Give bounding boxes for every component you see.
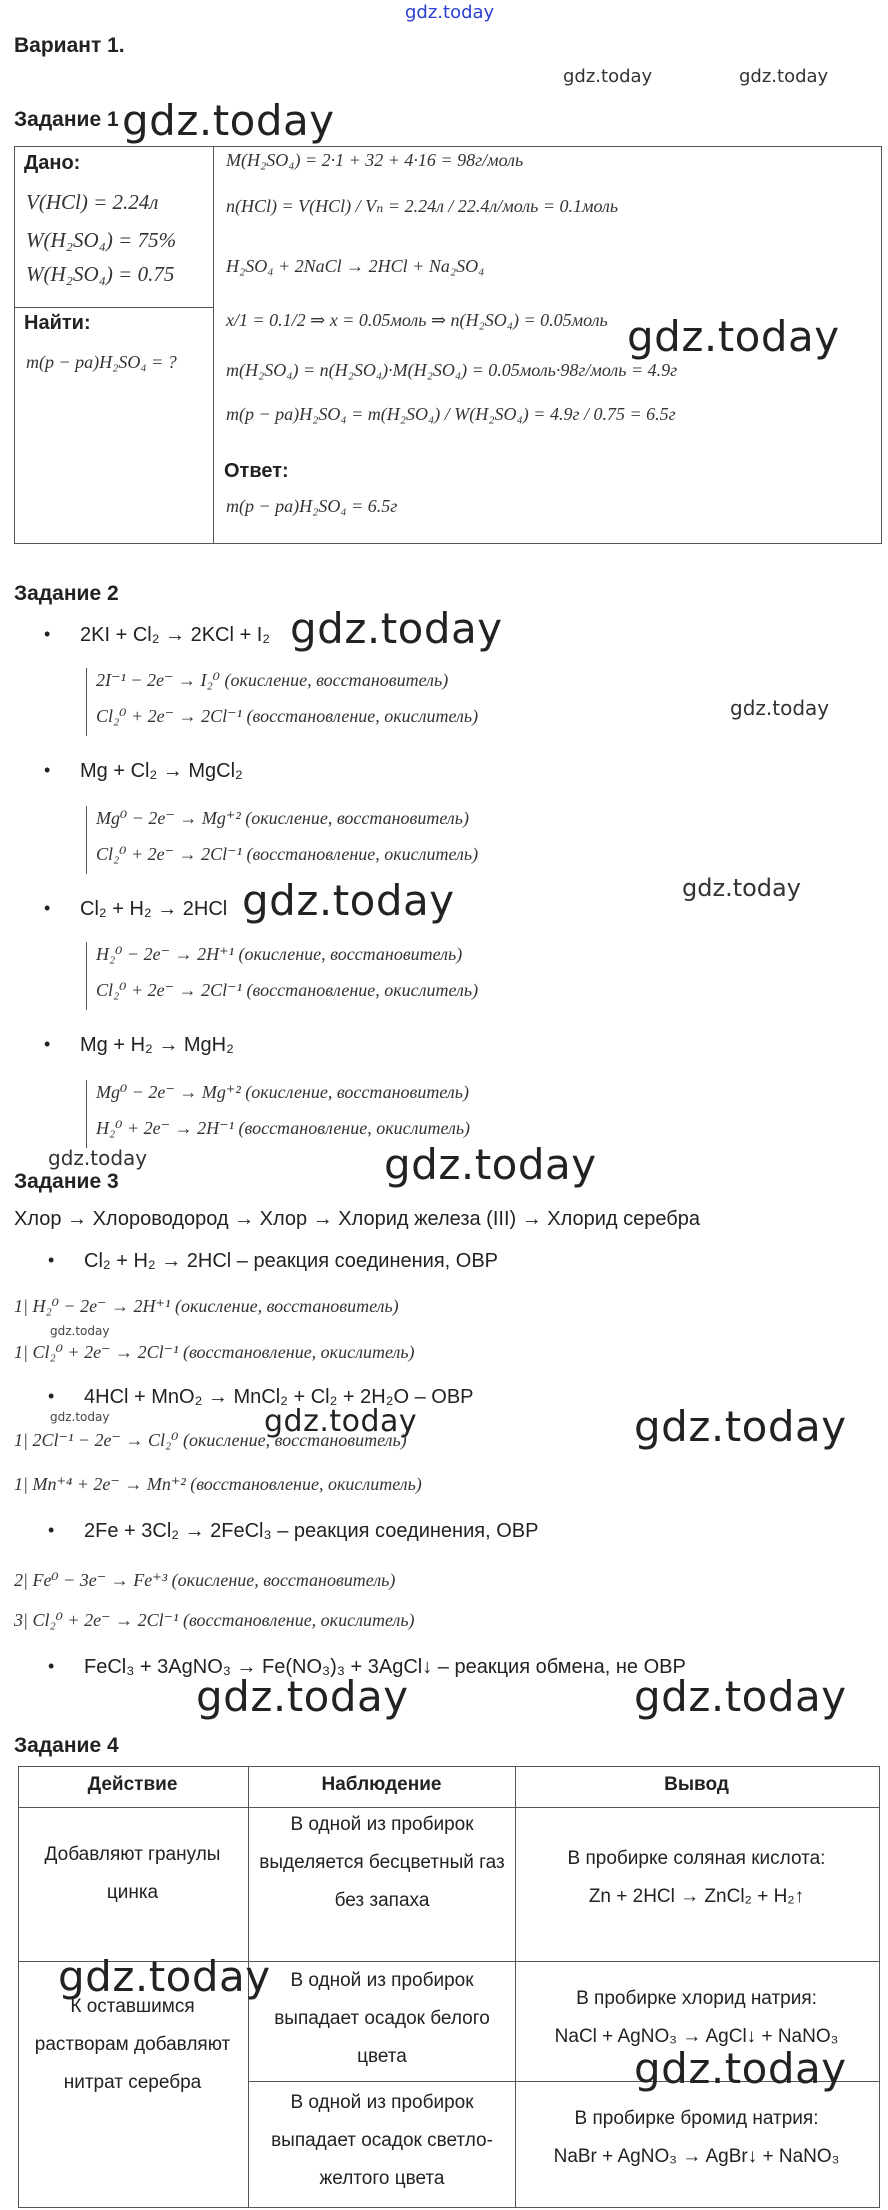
table-cell-observation: В одной из пробирок выпадает осадок белого цвета [274,1970,490,2067]
solution-line: x/1 = 0.1/2 ⇒ x = 0.05моль ⇒ n(H₂SO₄) = 0.05моль [226,310,608,330]
transformation-chain: Хлор → Хлороводород → Хлор → Хлорид железа (III) → Хлорид серебра [14,1208,701,1230]
watermark: gdz.today [290,604,503,653]
table-cell-observation: В одной из пробирок выделяется бесцветный газ без запаха [259,1814,505,1911]
watermark-top-link[interactable]: gdz.today [405,2,495,23]
task1-heading: Задание 1 [14,108,119,131]
reaction-equation: • Mg + H₂ → MgH₂ [80,1034,234,1057]
half-reaction: Mg⁰ − 2e⁻ → Mg⁺² (окисление, восстановитель) [96,808,469,828]
table-cell-observation: В одной из пробирок выпадает осадок светло-желтого цвета [271,2092,493,2189]
table-cell-conclusion: В пробирке соляная кислота: [567,1848,826,1869]
watermark: gdz.today [634,2044,847,2093]
column-header: Действие [87,1774,178,1795]
variant-title: Вариант 1. [14,34,125,57]
watermark: gdz.today [634,1402,847,1451]
reaction-equation: • Cl₂ + H₂ → 2HCl [80,898,227,921]
table-cell-action: К оставшимся растворам добавляют нитрат серебра [34,1996,231,2093]
column-header: Вывод [664,1774,729,1795]
given-item: W(H₂SO₄) = 0.75 [26,262,175,286]
task3-heading: Задание 3 [14,1170,119,1193]
half-reaction: Cl₂⁰ + 2e⁻ → 2Cl⁻¹ (восстановление, окислитель) [96,706,479,726]
task2-heading: Задание 2 [14,582,119,605]
watermark: gdz.today [563,66,653,87]
reaction-equation: • 4HCl + MnO₂ → MnCl₂ + Cl₂ + 2H₂O – ОВР [84,1386,474,1409]
watermark: gdz.today [384,1140,597,1189]
half-reaction: 1| Cl₂⁰ + 2e⁻ → 2Cl⁻¹ (восстановление, окислитель) [14,1342,415,1362]
half-reaction: 1| 2Cl⁻¹ − 2e⁻ → Cl₂⁰ (окисление, восстановитель) [14,1430,407,1450]
find-item: m(p − pa)H₂SO₄ = ? [26,352,177,372]
solution-line: n(HCl) = V(HCl) / Vₙ = 2.24л / 22.4л/моль = 0.1моль [226,196,619,216]
watermark: gdz.today [634,1672,847,1721]
half-reaction: Cl₂⁰ + 2e⁻ → 2Cl⁻¹ (восстановление, окислитель) [96,844,479,864]
solution-line: M(H₂SO₄) = 2·1 + 32 + 4·16 = 98г/моль [226,150,524,170]
watermark: gdz.today [242,876,455,925]
watermark: gdz.today [739,66,829,87]
watermark: gdz.today [50,1324,110,1338]
half-reaction: Mg⁰ − 2e⁻ → Mg⁺² (окисление, восстановитель) [96,1082,469,1102]
table-cell-conclusion: В пробирке хлорид натрия: [576,1988,817,2009]
table-cell-conclusion: Zn + 2HCl → ZnCl₂ + H₂↑ [588,1886,805,1907]
reaction-equation: • 2Fe + 3Cl₂ → 2FeCl₃ – реакция соединения, ОВР [84,1520,538,1543]
solution-line: m(H₂SO₄) = n(H₂SO₄)·M(H₂SO₄) = 0.05моль·98г/моль = 4.9г [226,360,678,380]
watermark: gdz.today [264,1404,418,1439]
table-cell-conclusion: NaBr + AgNO₃ → AgBr↓ + NaNO₃ [553,2146,840,2167]
table-cell-action: Добавляют гранулы цинка [44,1844,221,1903]
half-reaction: H₂⁰ + 2e⁻ → 2H⁻¹ (восстановление, окислитель) [96,1118,471,1138]
task4-heading: Задание 4 [14,1734,119,1757]
watermark: gdz.today [730,696,830,720]
reaction-equation: • 2KI + Cl₂ → 2KCl + I₂ [80,624,270,647]
half-reaction: 1| H₂⁰ − 2e⁻ → 2H⁺¹ (окисление, восстановитель) [14,1296,399,1316]
watermark: gdz.today [58,1952,271,2001]
watermark: gdz.today [48,1146,148,1170]
find-label: Найти: [24,312,91,334]
given-item: V(HCl) = 2.24л [26,190,159,214]
reaction-equation: • FeCl₃ + 3AgNO₃ → Fe(NO₃)₃ + 3AgCl↓ – реакция обмена, не ОВР [84,1656,686,1679]
given-label: Дано: [24,152,81,174]
answer-value: m(p − pa)H₂SO₄ = 6.5г [226,496,398,516]
half-reaction: H₂⁰ − 2e⁻ → 2H⁺¹ (окисление, восстановитель) [96,944,463,964]
half-reaction: 1| Mn⁺⁴ + 2e⁻ → Mn⁺² (восстановление, окислитель) [14,1474,422,1494]
given-item: W(H₂SO₄) = 75% [26,228,177,252]
table-cell-conclusion: NaCl + AgNO₃ → AgCl↓ + NaNO₃ [554,2026,839,2047]
solution-line: H₂SO₄ + 2NaCl → 2HCl + Na₂SO₄ [226,256,485,276]
reaction-equation: • Mg + Cl₂ → MgCl₂ [80,760,243,783]
watermark: gdz.today [50,1410,110,1424]
table-cell-conclusion: В пробирке бромид натрия: [574,2108,819,2129]
solution-line: m(p − pa)H₂SO₄ = m(H₂SO₄) / W(H₂SO₄) = 4.9г / 0.75 = 6.5г [226,404,676,424]
column-header: Наблюдение [321,1774,442,1795]
watermark: gdz.today [627,312,840,361]
watermark: gdz.today [122,96,335,145]
half-reaction: Cl₂⁰ + 2e⁻ → 2Cl⁻¹ (восстановление, окислитель) [96,980,479,1000]
half-reaction: 2I⁻¹ − 2e⁻ → I₂⁰ (окисление, восстановитель) [96,670,449,690]
watermark: gdz.today [196,1672,409,1721]
half-reaction: 2| Fe⁰ − 3e⁻ → Fe⁺³ (окисление, восстановитель) [14,1570,396,1590]
reaction-equation: • Cl₂ + H₂ → 2HCl – реакция соединения, ОВР [84,1250,498,1273]
watermark: gdz.today [682,874,801,902]
half-reaction: 3| Cl₂⁰ + 2e⁻ → 2Cl⁻¹ (восстановление, окислитель) [14,1610,415,1630]
answer-label: Ответ: [224,460,289,482]
